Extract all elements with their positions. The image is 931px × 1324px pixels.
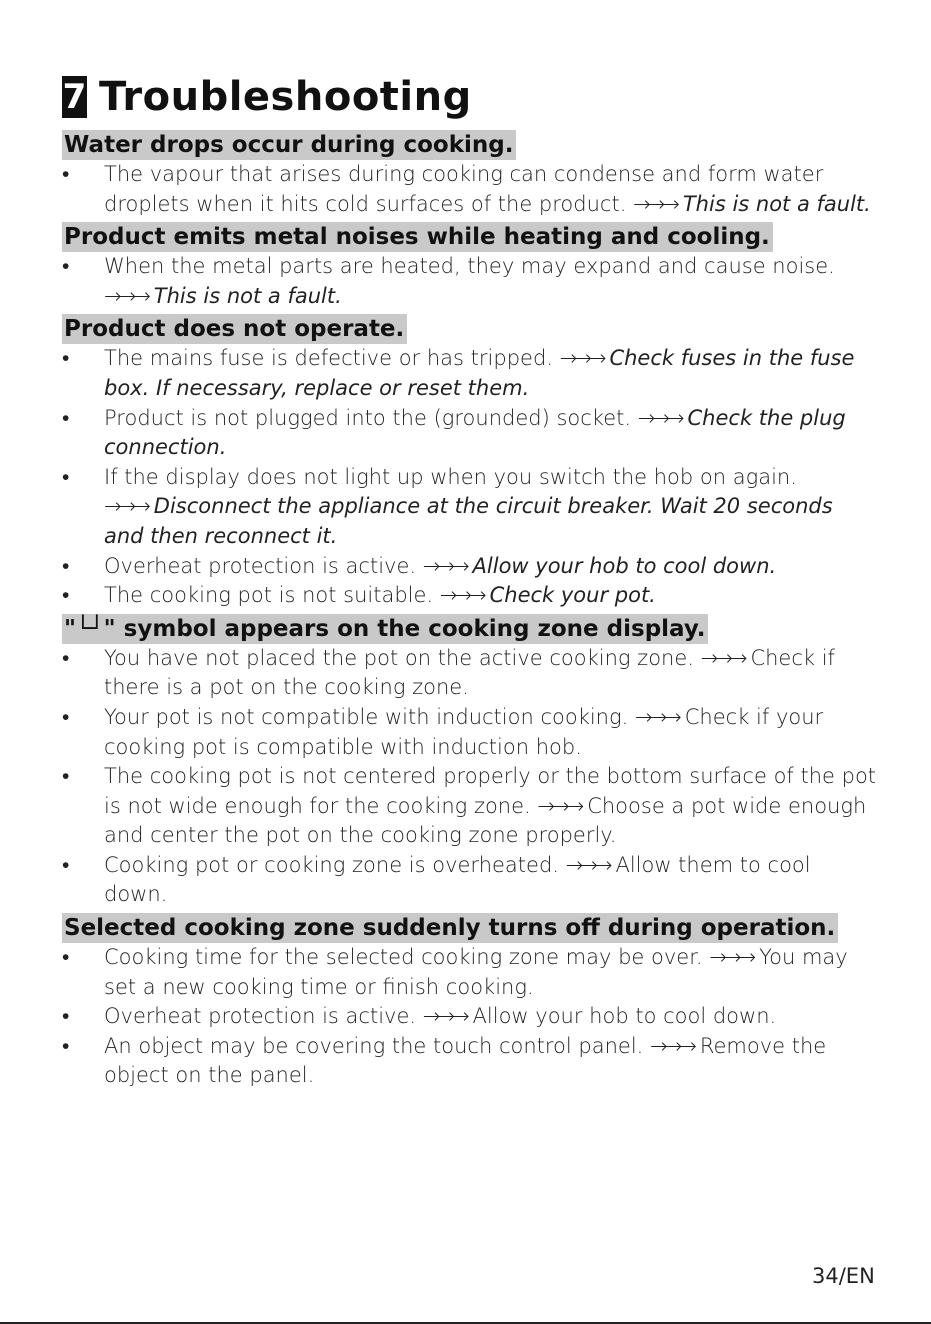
remedy-text: Remove the object on the panel. — [104, 1033, 827, 1088]
cause-text: Overheat protection is active. — [104, 553, 417, 578]
cause-text: The cooking pot is not suitable. — [104, 583, 434, 608]
bullet-icon: • — [62, 852, 70, 877]
remedy-text: Check your pot. — [489, 583, 656, 608]
remedy-text: This is not a fault. — [153, 283, 342, 308]
list-item — [62, 463, 877, 552]
arrow-icon: →→→ — [700, 645, 745, 670]
cause-text: Overheat protection is active. — [104, 1004, 417, 1029]
troubleshooting-content — [62, 127, 877, 1091]
cause-text: When the metal parts are heated, they may expand and cause noise. — [104, 254, 835, 279]
remedy-text: Allow your hob to cool down. — [472, 553, 777, 578]
list-item — [62, 1032, 877, 1091]
remedy-text: Check if your cooking pot is compatible with induction hob. — [104, 704, 824, 759]
list-item — [62, 703, 877, 762]
section-heading: Product does not operate. — [62, 314, 407, 344]
bullet-icon: • — [62, 346, 70, 371]
arrow-icon: →→→ — [104, 283, 148, 308]
cause-text: The vapour that arises during cooking can condense and form water droplets when it hits cold surfaces of the product. — [104, 162, 824, 216]
section-heading: "└┘" symbol appears on the cooking zone display. — [62, 614, 708, 644]
cause-list — [62, 160, 877, 219]
section-heading: Selected cooking zone suddenly turns off during operation. — [62, 913, 838, 943]
remedy-text: Check the plug connection. — [104, 405, 846, 460]
remedy-text: Disconnect the appliance at the circuit breaker. Wait 20 seconds and then reconnect it. — [104, 494, 833, 548]
cause-list — [62, 644, 877, 910]
bullet-icon: • — [62, 162, 70, 186]
bullet-icon: • — [62, 464, 70, 489]
list-item — [62, 552, 877, 582]
chapter-title-row — [62, 70, 472, 124]
cause-list — [62, 943, 877, 1091]
chapter-number-badge: 7 — [62, 77, 87, 117]
cause-text: Cooking pot or cooking zone is overheated. — [104, 852, 559, 877]
arrow-icon: →→→ — [422, 553, 467, 578]
arrow-icon: →→→ — [633, 191, 677, 216]
section-5 — [62, 910, 877, 1091]
list-item — [62, 344, 877, 403]
cause-text: The cooking pot is not centered properly or the bottom surface of the pot is not wide enough for the cooking zone. — [104, 764, 877, 818]
bullet-icon: • — [62, 405, 70, 430]
bullet-icon: • — [62, 553, 70, 578]
bullet-icon: • — [62, 764, 70, 789]
remedy-text: This is not a fault. — [682, 191, 871, 216]
list-item — [62, 160, 877, 219]
list-item — [62, 943, 877, 1002]
arrow-icon: →→→ — [650, 1033, 694, 1058]
remedy-text: Allow them to cool down. — [104, 852, 811, 907]
cause-text: An object may be covering the touch control panel. — [104, 1033, 644, 1058]
bullet-icon: • — [62, 254, 70, 279]
arrow-icon: →→→ — [634, 704, 679, 729]
arrow-icon: →→→ — [439, 583, 484, 608]
arrow-icon: →→→ — [637, 405, 682, 430]
list-item — [62, 644, 877, 703]
section-2 — [62, 219, 877, 311]
remedy-text: Choose a pot wide enough and center the pot on the cooking zone properly. — [104, 793, 867, 848]
arrow-icon: →→→ — [709, 945, 754, 970]
bullet-icon: • — [62, 1033, 70, 1058]
remedy-text: You may set a new cooking time or finish cooking. — [104, 945, 848, 999]
arrow-icon: →→→ — [565, 852, 610, 877]
page-title: Troubleshooting — [99, 74, 472, 120]
cause-text: Your pot is not compatible with induction cooking. — [104, 704, 629, 729]
cause-text: Product is not plugged into the (grounded) socket. — [104, 405, 632, 430]
bullet-icon: • — [62, 645, 70, 670]
cause-text: Cooking time for the selected cooking zone may be over. — [104, 945, 703, 970]
section-1 — [62, 127, 877, 219]
page-number: 34/EN — [812, 1264, 875, 1288]
section-4 — [62, 611, 877, 910]
section-heading: Water drops occur during cooking. — [62, 130, 516, 160]
bullet-icon: • — [62, 704, 70, 729]
list-item — [62, 762, 877, 851]
remedy-text: Check fuses in the fuse box. If necessary, replace or reset them. — [104, 346, 855, 400]
cause-text: If the display does not light up when you switch the hob on again. — [104, 464, 797, 489]
bullet-icon: • — [62, 1004, 70, 1029]
cause-text: The mains fuse is defective or has tripped. — [104, 346, 553, 371]
list-item — [62, 1002, 877, 1032]
arrow-icon: →→→ — [537, 793, 582, 818]
arrow-icon: →→→ — [104, 494, 148, 519]
section-3 — [62, 311, 877, 610]
remedy-text: Check if there is a pot on the cooking zone. — [104, 645, 835, 700]
arrow-icon: →→→ — [422, 1004, 467, 1029]
list-item — [62, 252, 877, 311]
remedy-text: Allow your hob to cool down. — [472, 1004, 777, 1029]
list-item — [62, 404, 877, 463]
list-item — [62, 581, 877, 611]
list-item — [62, 851, 877, 910]
cause-list — [62, 252, 877, 311]
bullet-icon: • — [62, 583, 70, 608]
cause-text: You have not placed the pot on the active cooking zone. — [104, 645, 694, 670]
arrow-icon: →→→ — [559, 346, 604, 371]
section-heading: Product emits metal noises while heating and cooling. — [62, 222, 773, 252]
bullet-icon: • — [62, 945, 70, 970]
cause-list — [62, 344, 877, 610]
